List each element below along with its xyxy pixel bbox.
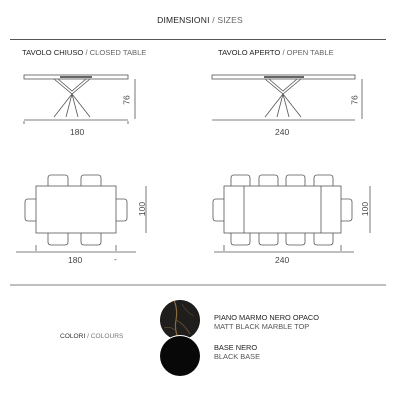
open-title-main: TAVOLO APERTO [218,48,281,57]
colour-1-name-en: MATT BLACK MARBLE TOP [214,322,310,331]
closed-plan-depth-label: 100 [137,201,148,217]
open-title-sep: / [280,48,287,57]
closed-title-sep: / [83,48,90,57]
title-sub: SIZES [217,15,243,25]
closed-table-elevation [24,75,128,120]
closed-title-main: TAVOLO CHIUSO [22,48,84,57]
open-table-plan [213,175,352,245]
closed-plan-width-label: 180 [68,255,83,265]
closed-plan-mark: - [114,254,117,264]
open-title-sub: OPEN TABLE [286,48,334,57]
open-height-label: 76 [349,95,360,105]
colours-label-sub: COLOURS [90,333,124,340]
open-plan-depth-label: 100 [360,201,371,217]
closed-width-label: 180 [70,127,85,137]
black-swatch-icon [160,336,200,376]
marble-swatch-icon [160,300,200,340]
colours-label-main: COLORI [60,333,86,340]
colours-label [60,333,123,340]
open-width-label: 240 [275,127,290,137]
colours-label-sep: / [85,333,91,340]
closed-table-plan [25,175,127,245]
colour-1-name-it: PIANO MARMO NERO OPACO [214,313,319,322]
open-plan-width-label: 240 [275,255,290,265]
marble-veins-icon [160,300,200,340]
title-separator: / [209,15,218,25]
closed-height-label: 76 [121,95,132,105]
title-main: DIMENSIONI [157,15,210,25]
colour-2-name-it: BASE NERO [214,343,258,352]
colour-2-name-en: BLACK BASE [214,352,261,361]
closed-title-sub: CLOSED TABLE [89,48,147,57]
open-table-elevation [212,75,355,120]
